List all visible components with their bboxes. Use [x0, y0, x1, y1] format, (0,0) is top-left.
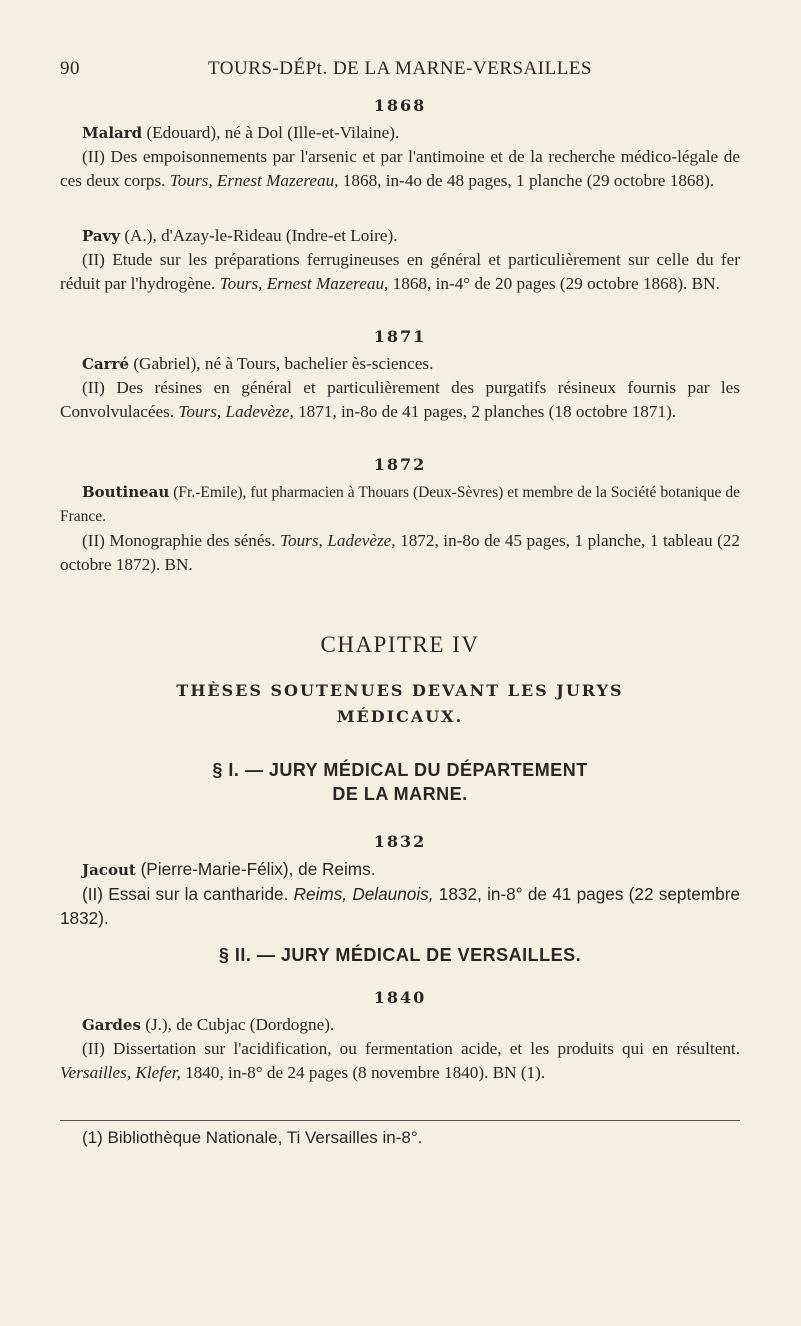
author-line: Boutineau (Fr.-Emile), fut pharmacien à Thouars (Deux-Sèvres) et membre de la Société botanique de France.	[60, 483, 740, 525]
section-heading-2: § II. — JURY MÉDICAL DE VERSAILLES.	[218, 945, 582, 965]
thesis-description: (II) Monographie des sénés. Tours, Ladevèze, 1872, in-8o de 45 pages, 1 planche, 1 tableau (22 octobre 1872). BN.	[60, 531, 740, 574]
year-heading: 1872	[373, 455, 427, 474]
year-heading: 1832	[373, 832, 427, 851]
year-block-1868	[60, 96, 740, 115]
page-number: 90	[60, 58, 80, 79]
thesis-description: (II) Etude sur les préparations ferrugineuses en général et particulièrement sur celle du fer réduit par l'hydrogène. Tours, Ernest Mazereau, 1868, in-4° de 20 pages (29 octobre 1868). BN.	[60, 250, 740, 293]
section-heading-1: § I. — JURY MÉDICAL DU DÉPARTEMENT DE LA MARNE.	[212, 760, 588, 804]
entry-malard	[60, 121, 740, 193]
entry-boutineau	[60, 480, 740, 577]
chapter-title: CHAPITRE IV	[320, 632, 480, 657]
year-heading: 1871	[373, 327, 427, 346]
footnote-rule	[60, 1120, 740, 1121]
chapter-block	[60, 632, 740, 658]
author-name: Pavy	[82, 227, 121, 245]
year-block-1840	[60, 988, 740, 1007]
thesis-description: (II) Essai sur la cantharide. Reims, Delaunois, 1832, in-8° de 41 pages (22 septembre 1832).	[60, 884, 740, 928]
entry-carre	[60, 352, 740, 424]
author-line: Gardes (J.), de Cubjac (Dordogne).	[82, 1015, 335, 1034]
author-name: Carré	[82, 355, 130, 373]
entry-gardes	[60, 1013, 740, 1085]
author-name: Jacout	[82, 861, 136, 879]
author-line: Malard (Edouard), né à Dol (Ille-et-Vilaine).	[82, 123, 400, 142]
running-header	[60, 58, 740, 82]
author-name: Gardes	[82, 1016, 141, 1034]
thesis-description: (II) Des résines en général et particulièrement des purgatifs résineux fournis par les Convolvulacées. Tours, Ladevèze, 1871, in-8o de 41 pages, 2 planches (18 octobre 1871).	[60, 378, 740, 421]
author-name: Boutineau	[82, 483, 170, 501]
year-block-1872	[60, 455, 740, 474]
footnote: (1) Bibliothèque Nationale, Ti Versailles in-8°.	[82, 1128, 423, 1147]
author-name: Malard	[82, 124, 143, 142]
author-line: Carré (Gabriel), né à Tours, bachelier ès-sciences.	[82, 354, 434, 373]
entry-jacout	[60, 857, 740, 930]
entry-pavy	[60, 224, 740, 296]
author-line: Jacout (Pierre-Marie-Félix), de Reims.	[82, 859, 376, 879]
year-block-1871	[60, 327, 740, 346]
year-heading: 1868	[373, 96, 427, 115]
year-heading: 1840	[373, 988, 427, 1007]
author-line: Pavy (A.), d'Azay-le-Rideau (Indre-et Loire).	[82, 226, 398, 245]
year-block-1832	[60, 832, 740, 851]
thesis-description: (II) Dissertation sur l'acidification, ou fermentation acide, et les produits qui en résultent. Versailles, Klefer, 1840, in-8° de 24 pages (8 novembre 1840). BN (1).	[60, 1039, 740, 1082]
running-title: TOURS-DÉPt. DE LA MARNE-VERSAILLES	[208, 58, 592, 79]
thesis-description: (II) Des empoisonnements par l'arsenic et par l'antimoine et de la recherche médico-légale de ces deux corps. Tours, Ernest Mazereau, 1868, in-4o de 48 pages, 1 planche (29 octobre 1868).	[60, 147, 740, 190]
chapter-subtitle: THÈSES SOUTENUES DEVANT LES JURYS MÉDICAUX.	[176, 681, 624, 726]
